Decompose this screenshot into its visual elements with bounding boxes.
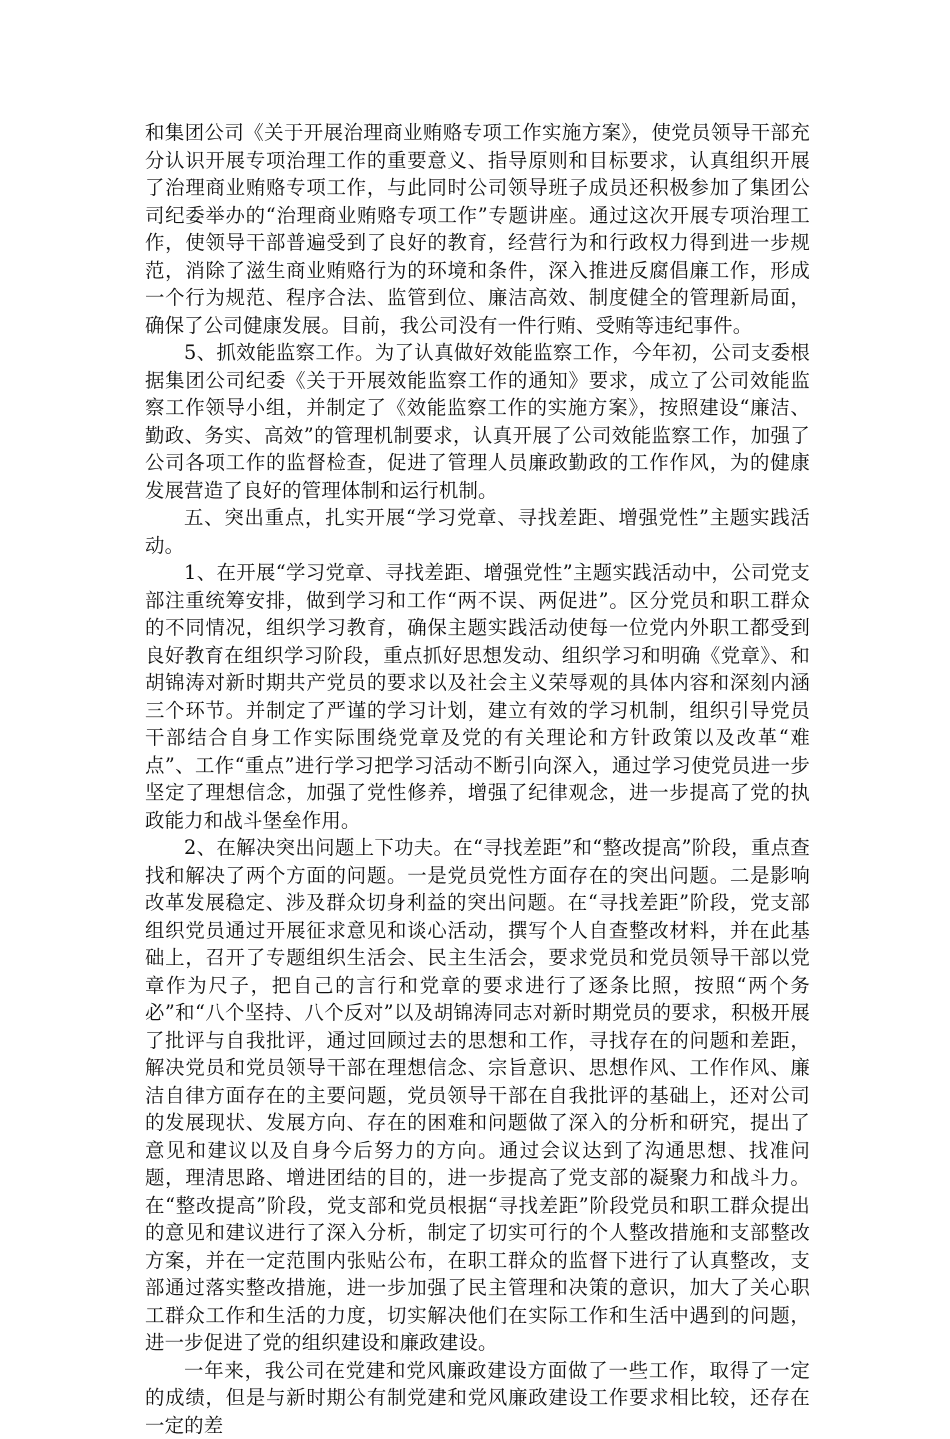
paragraph-year-summary: 一年来，我公司在党建和党风廉政建设方面做了一些工作，取得了一定的成绩，但是与新时期公有制党建和党风廉政建设工作要求相比较，还存在一定的差 (145, 1357, 810, 1439)
section-heading-five: 五、突出重点，扎实开展“学习党章、寻找差距、增强党性”主题实践活动。 (145, 504, 810, 559)
paragraph-study-activity: 1、在开展“学习党章、寻找差距、增强党性”主题实践活动中，公司党支部注重统筹安排，做到学习和工作“两不误、两促进”。区分党员和职工群众的不同情况，组织学习教育，确保主题实践活动使每一位党内外职工都受到良好教育在组织学习阶段，重点抓好思想发动、组织学习和明确《党章》、和胡锦涛对新时期共产党员的要求以及社会主义荣辱观的具体内容和深刻内涵三个环节。并制定了严谨的学习计划，建立有效的学习机制，组织引导党员干部结合自身工作实际围绕党章及党的有关理论和方针政策以及改革“难点”、工作“重点”进行学习把学习活动不断引向深入，通过学习使党员进一步坚定了理想信念，加强了党性修养，增强了纪律观念，进一步提高了党的执政能力和战斗堡垒作用。 (145, 559, 810, 834)
document-body (145, 119, 810, 1439)
paragraph-problem-solving: 2、在解决突出问题上下功夫。在“寻找差距”和“整改提高”阶段，重点查找和解决了两个方面的问题。一是党员党性方面存在的突出问题。二是影响改革发展稳定、涉及群众切身利益的突出问题。在“寻找差距”阶段，党支部组织党员通过开展征求意见和谈心活动，撰写个人自查整改材料，并在此基础上，召开了专题组织生活会、民主生活会，要求党员和党员领导干部以党章作为尺子，把自己的言行和党章的要求进行了逐条比照，按照“两个务必”和“八个坚持、八个反对”以及胡锦涛同志对新时期党员的要求，积极开展了批评与自我批评，通过回顾过去的思想和工作，寻找存在的问题和差距，解决党员和党员领导干部在理想信念、宗旨意识、思想作风、工作作风、廉洁自律方面存在的主要问题，党员领导干部在自我批评的基础上，还对公司的发展现状、发展方向、存在的困难和问题做了深入的分析和研究，提出了意见和建议以及自身今后努力的方向。通过会议达到了沟通思想、找准问题，理清思路、增进团结的目的，进一步提高了党支部的凝聚力和战斗力。在“整改提高”阶段，党支部和党员根据“寻找差距”阶段党员和职工群众提出的意见和建议进行了深入分析，制定了切实可行的个人整改措施和支部整改方案，并在一定范围内张贴公布，在职工群众的监督下进行了认真整改，支部通过落实整改措施，进一步加强了民主管理和决策的意识，加大了关心职工群众工作和生活的力度，切实解决他们在实际工作和生活中遇到的问题，进一步促进了党的组织建设和廉政建设。 (145, 834, 810, 1357)
paragraph-efficiency-supervision: 5、抓效能监察工作。为了认真做好效能监察工作，今年初，公司支委根据集团公司纪委《关于开展效能监察工作的通知》要求，成立了公司效能监察工作领导小组，并制定了《效能监察工作的实施方案》，按照建设“廉洁、勤政、务实、高效”的管理机制要求，认真开展了公司效能监察工作，加强了公司各项工作的监督检查，促进了管理人员廉政勤政的工作作风，为的健康发展营造了良好的管理体制和运行机制。 (145, 339, 810, 504)
paragraph-anti-bribery-continued: 和集团公司《关于开展治理商业贿赂专项工作实施方案》，使党员领导干部充分认识开展专项治理工作的重要意义、指导原则和目标要求，认真组织开展了治理商业贿赂专项工作，与此同时公司领导班子成员还积极参加了集团公司纪委举办的“治理商业贿赂专项工作”专题讲座。通过这次开展专项治理工作，使领导干部普遍受到了良好的教育，经营行为和行政权力得到进一步规范，消除了滋生商业贿赂行为的环境和条件，深入推进反腐倡廉工作，形成一个行为规范、程序合法、监管到位、廉洁高效、制度健全的管理新局面，确保了公司健康发展。目前，我公司没有一件行贿、受贿等违纪事件。 (145, 119, 810, 339)
